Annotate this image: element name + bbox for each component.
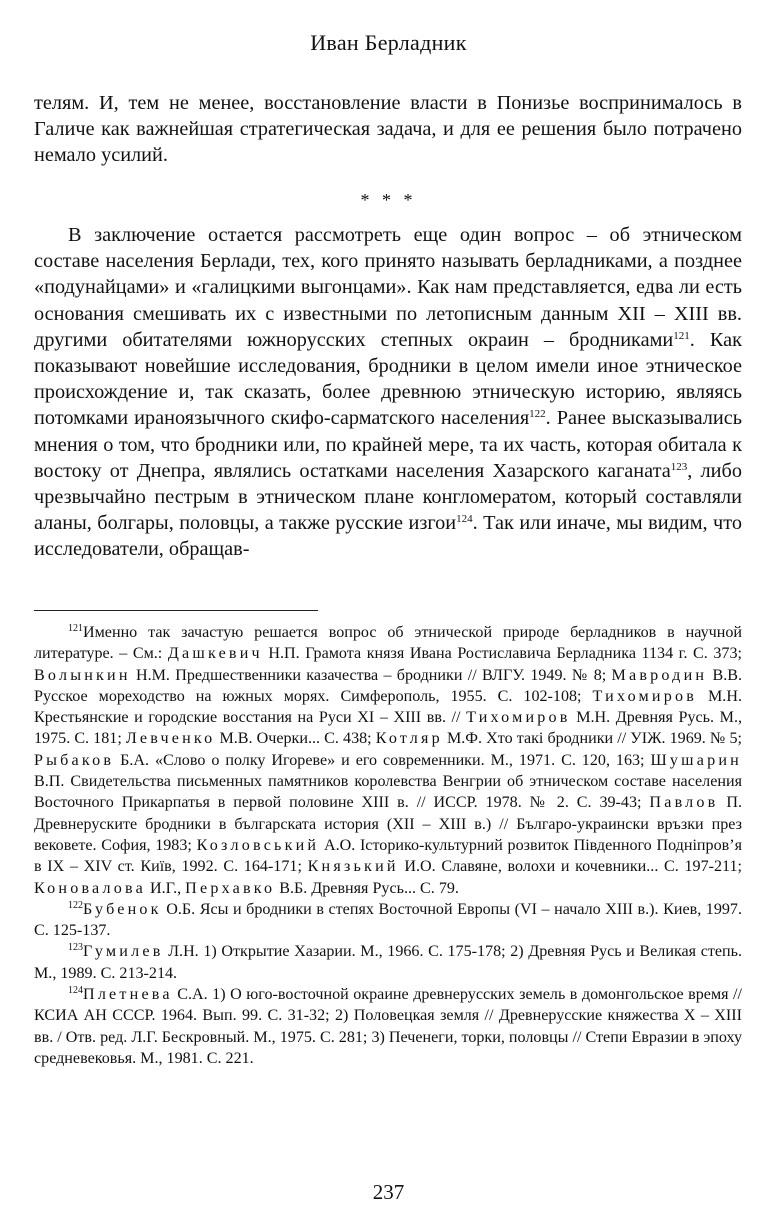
footnote-text: Б.А. «Слово о полку Игореве» и его современники. М., 1971. С. 120, 163;: [114, 751, 651, 769]
footnote-text: И.Г.,: [145, 879, 186, 897]
author-name: Князький: [307, 858, 399, 876]
footnote-text: Именно так зачастую решается вопрос об этнической природе берладников в научной литературе. – См.:: [34, 624, 742, 663]
paragraph-1-text: телям. И, тем не менее, восстановление власти в Понизье воспринималось в Галиче как важнейшая стратегическая задача, и для ее решения было потрачено немало усилий.: [34, 92, 742, 167]
footnote-text: О.Б. Ясы и бродники в степях Восточной Европы (VI – начало XIII в.). Киев, 1997. С. 125-137.: [34, 900, 742, 940]
footnote-text: М.Н. Крестьянские и городские восстания на Руси XI – XIII вв. //: [34, 687, 742, 727]
footnote-text: И.О. Славяне, волохи и кочевники... С. 197-211;: [398, 858, 742, 876]
p2-sentence-5: . Так или иначе, мы видим, что исследователи, обращав-: [34, 512, 742, 561]
footnote-ref-123[interactable]: 123: [670, 460, 688, 473]
footnote-text: М.Н. Древняя Русь. М., 1975. С. 181;: [34, 709, 742, 748]
footnote-number: 121: [68, 623, 83, 634]
paragraph-2: [34, 222, 742, 563]
footnote-text: С.А. 1) О юго-восточной окраине древнерусских земель в домонгольское время // КСИА АН СССР. 1964. Вып. 99. С. 31-32; 2) Половецкая земля // Древнерусские княжества X – XIII вв. / Отв. ред. Л.Г. Бескровный. М., 1975. С. 281; 3) Печенеги, торки, половцы // Степи Евразии в эпоху средневековья. М., 1981. С. 221.: [34, 986, 742, 1067]
p2-sentence-1: В заключение остается рассмотреть еще один вопрос – об этническом составе населения Берлади, тех, кого принято называть берладниками, а позднее «подунайцами» и «галицкими выгонцами». Как нам представляется, едва ли есть основания смешивать их с известными по летописным данным XII – XIII вв. другими обитателями южнорусских степных окраин – бродниками: [34, 224, 742, 351]
footnote-ref-121[interactable]: 121: [673, 329, 690, 342]
footnote-text: В.Б. Древняя Русь... С. 79.: [275, 879, 459, 897]
footnote-text: М.Ф. Хто такі бродники // УІЖ. 1969. № 5;: [442, 730, 742, 748]
footnotes: [34, 622, 742, 1069]
author-name: Перхавко: [185, 879, 276, 897]
author-name: Левченко: [125, 730, 216, 748]
footnote-text: Л.Н. 1) Открытие Хазарии. М., 1966. С. 175-178; 2) Древняя Русь и Великая степь. М., 1989. С. 213-214.: [34, 943, 742, 982]
author-name: Тихомиров: [466, 709, 571, 727]
footnote-123: [34, 941, 742, 984]
footnote-text: В.В. Русское мореходство на южных морях. Симферополь, 1955. С. 102-108;: [34, 666, 742, 705]
author-name: Коновалова: [34, 879, 146, 897]
p2-sentence-4: , либо чрезвычайно пестрым в этническом плане конгломератом, который составляли аланы, болгары, половцы, а также русские изгои: [34, 459, 742, 535]
footnote-122: [34, 899, 742, 942]
footnote-number: 122: [68, 899, 83, 911]
author-name: Козловський: [196, 836, 320, 854]
author-name: Шушарин: [650, 751, 742, 769]
footnote-124: [34, 984, 742, 1069]
author-name: Рыбаков: [34, 751, 115, 769]
author-name: Павлов: [649, 794, 719, 812]
author-name: Гумилев: [83, 943, 164, 961]
footnote-text: П. Древнеруските бродники в българската история (XII – XIII в.) // Българо-украински връзки през вековете. София, 1983;: [34, 794, 742, 854]
footnote-ref-124[interactable]: 124: [456, 513, 473, 526]
author-name: Тихомиров: [592, 687, 698, 705]
footnote-text: Н.М. Предшественники казачества – бродники // ВЛГУ. 1949. № 8;: [130, 666, 612, 684]
paragraph-2-text: [34, 222, 742, 563]
author-name: Плетнева: [83, 986, 173, 1004]
footnote-number: 123: [68, 942, 83, 954]
author-name: Котляр: [375, 730, 443, 748]
author-name: Мавродин: [611, 666, 708, 684]
section-separator: * * *: [360, 190, 417, 210]
author-name: Волынкин: [34, 666, 131, 684]
footnote-text: Н.П. Грамота князя Ивана Ростиславича Берладника 1134 г. С. 373;: [262, 645, 742, 663]
running-title: Иван Берладник: [310, 30, 467, 55]
footnote-ref-122[interactable]: 122: [529, 408, 546, 421]
page-number: 237: [372, 1180, 405, 1204]
p2-sentence-3: . Ранее высказывались мнения о том, что бродники или, по крайней мере, та их часть, которая обитала к востоку от Днепра, являлись остатками населения Хазарского каганата: [34, 407, 742, 482]
footnote-rule: [34, 610, 318, 611]
footnote-number: 124: [68, 985, 83, 997]
p2-sentence-2: . Как показывают новейшие исследования, бродники в целом имели иное этническое происхождение и, так сказать, более древнюю этническую историю, являясь потомками ираноязычного скифо-сарматского населения: [34, 328, 742, 430]
author-name: Дашкевич: [167, 645, 263, 663]
footnote-text: А.О. Історико-культурний розвиток Південного Подніпров’я в IX – XIV ст. Київ, 1992. С. 164-171;: [34, 836, 742, 876]
footnote-text: В.П. Свидетельства письменных памятников королевства Венгрии об этническом составе населения Восточного Прикарпатья в первой половине XIII в. // ИССР. 1978. № 2. С. 39-43;: [34, 773, 742, 812]
author-name: Бубенок: [83, 900, 162, 918]
paragraph-continued: [34, 90, 742, 169]
footnote-121: [34, 622, 742, 899]
footnote-text: М.В. Очерки... С. 438;: [215, 730, 376, 748]
